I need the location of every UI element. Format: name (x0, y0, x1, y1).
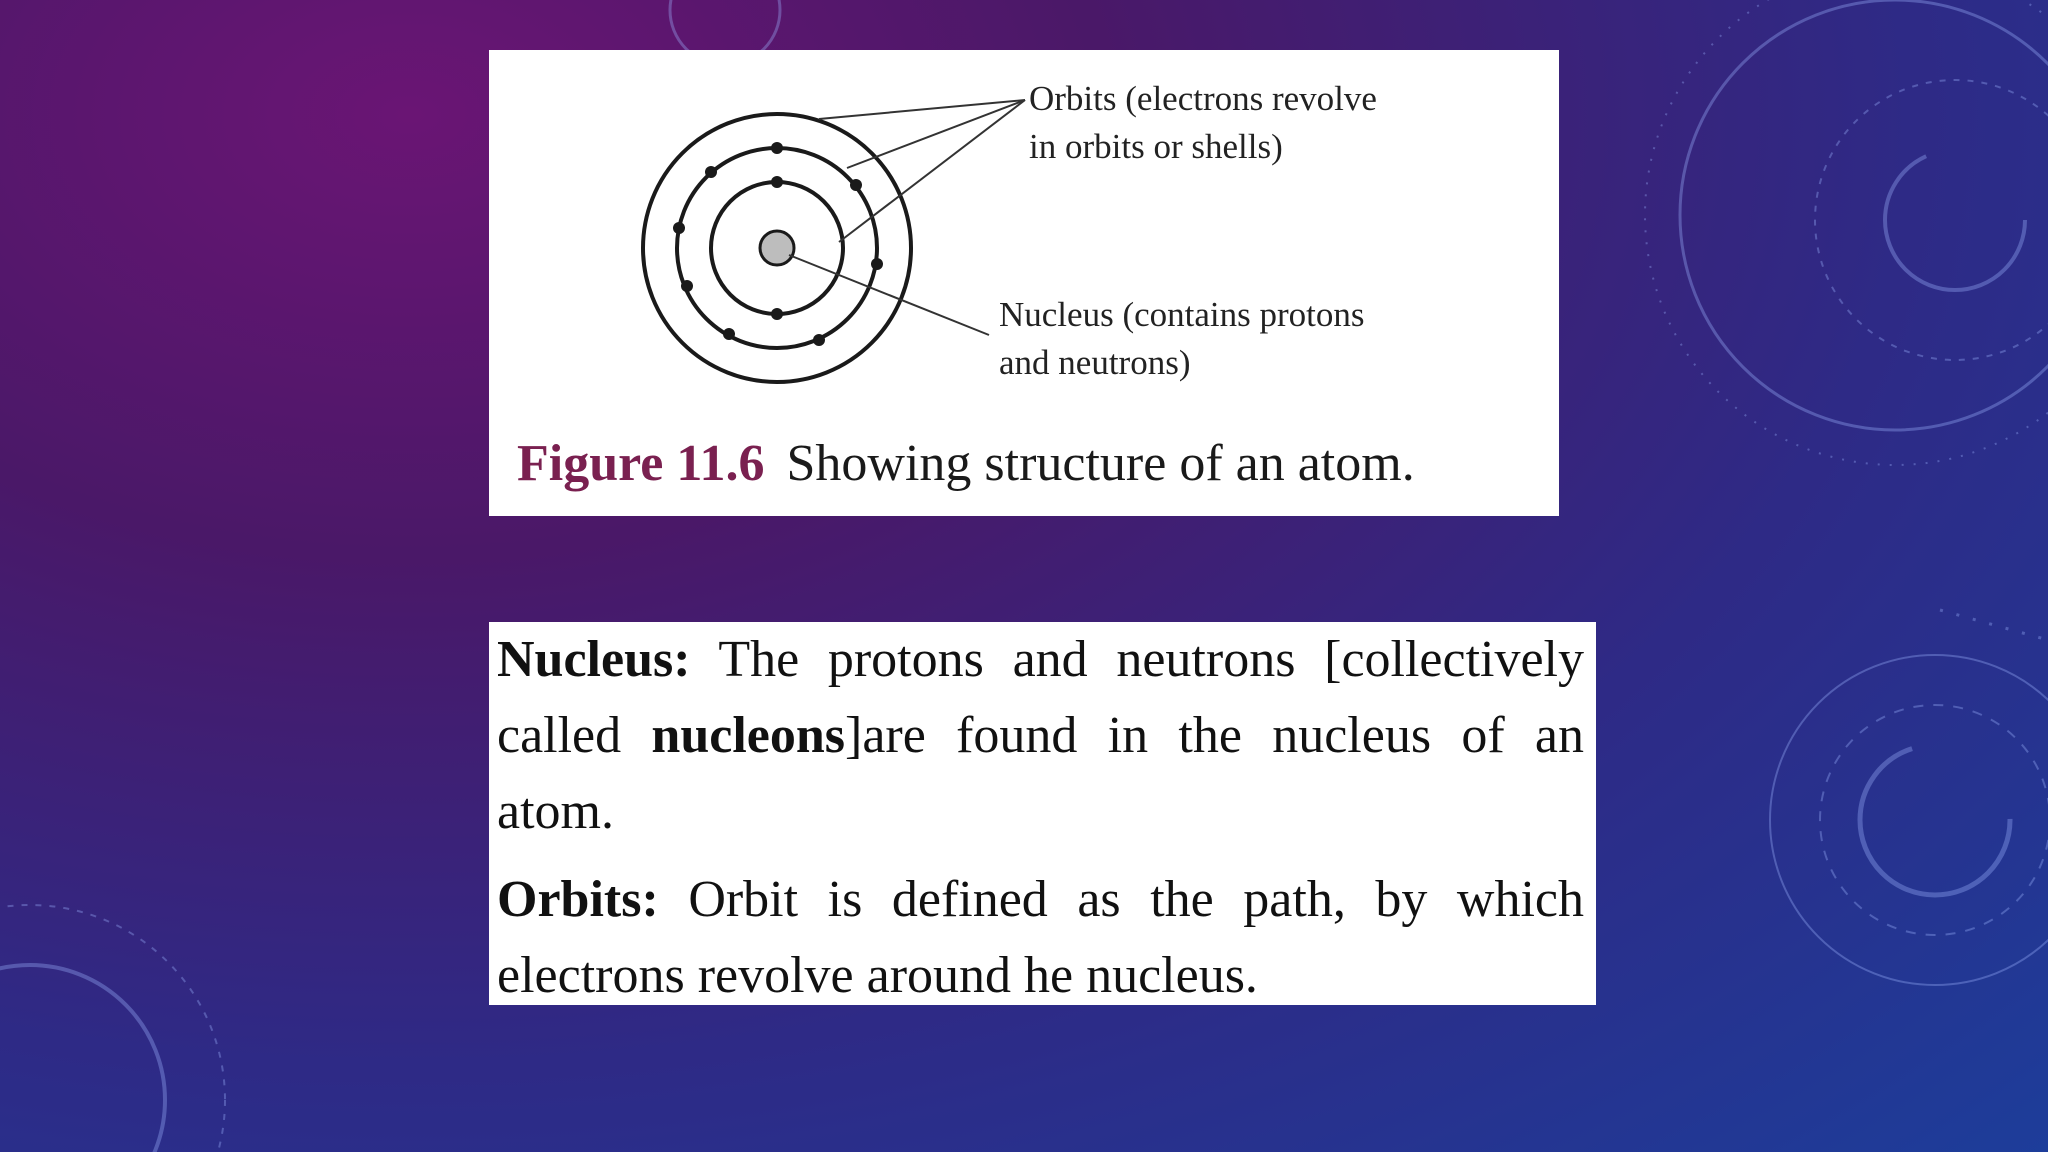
nucleus-label-line: and neutrons) (999, 343, 1191, 382)
electron (771, 308, 783, 320)
nucleus-term: Nucleus: (497, 631, 691, 688)
electron (771, 142, 783, 154)
decor-ring-left-bottom (0, 965, 165, 1152)
decor-ring-right-bottom (1860, 745, 2010, 895)
nucleus-text-part1: The protons and neutrons [collectively called (497, 631, 1584, 764)
electron (813, 334, 825, 346)
figure-number: Figure 11.6 (517, 435, 765, 492)
decor-ring-right-top (1885, 150, 2025, 290)
nucleus-label (999, 291, 1364, 387)
nucleus-definition (497, 622, 1584, 850)
orbits-text: Orbit is defined as the path, by which electrons revolve around he nucleus. (497, 871, 1584, 1004)
leader-line-orbit-inner (839, 100, 1025, 242)
orbits-definition (497, 862, 1584, 1014)
figure-caption (517, 430, 1415, 498)
decor-ring-outer-bottom (1770, 655, 2048, 985)
electron (871, 258, 883, 270)
decor-ring-left-dashed (0, 905, 225, 1152)
figure-caption-text: Showing structure of an atom. (786, 435, 1415, 492)
leader-line-orbit-outer (819, 100, 1025, 119)
decor-tick-row (1940, 610, 2048, 640)
electron (673, 222, 685, 234)
decor-ring-dashed (1815, 80, 2048, 360)
nucleus (760, 231, 794, 265)
decor-dial-ticks (1645, 0, 2048, 465)
decor-ring-dashed-bottom (1820, 705, 2048, 935)
nucleus-label-line: Nucleus (contains protons (999, 295, 1365, 334)
atom-figure-card (489, 50, 1559, 516)
definitions-card (489, 622, 1596, 1005)
electron (681, 280, 693, 292)
leader-line-orbit-middle (847, 100, 1025, 168)
orbits-label (1029, 75, 1377, 171)
orbits-label-line: in orbits or shells) (1029, 127, 1283, 166)
electron (705, 166, 717, 178)
nucleus-text-part2: ]are found in the nucleus of an atom. (497, 707, 1585, 840)
decor-dial-outer (1680, 0, 2048, 430)
electron (850, 179, 862, 191)
nucleons-term: nucleons (651, 707, 846, 764)
orbits-term: Orbits: (497, 871, 659, 928)
orbits-label-line: Orbits (electrons revolve (1029, 79, 1377, 118)
electron (771, 176, 783, 188)
electron (723, 328, 735, 340)
